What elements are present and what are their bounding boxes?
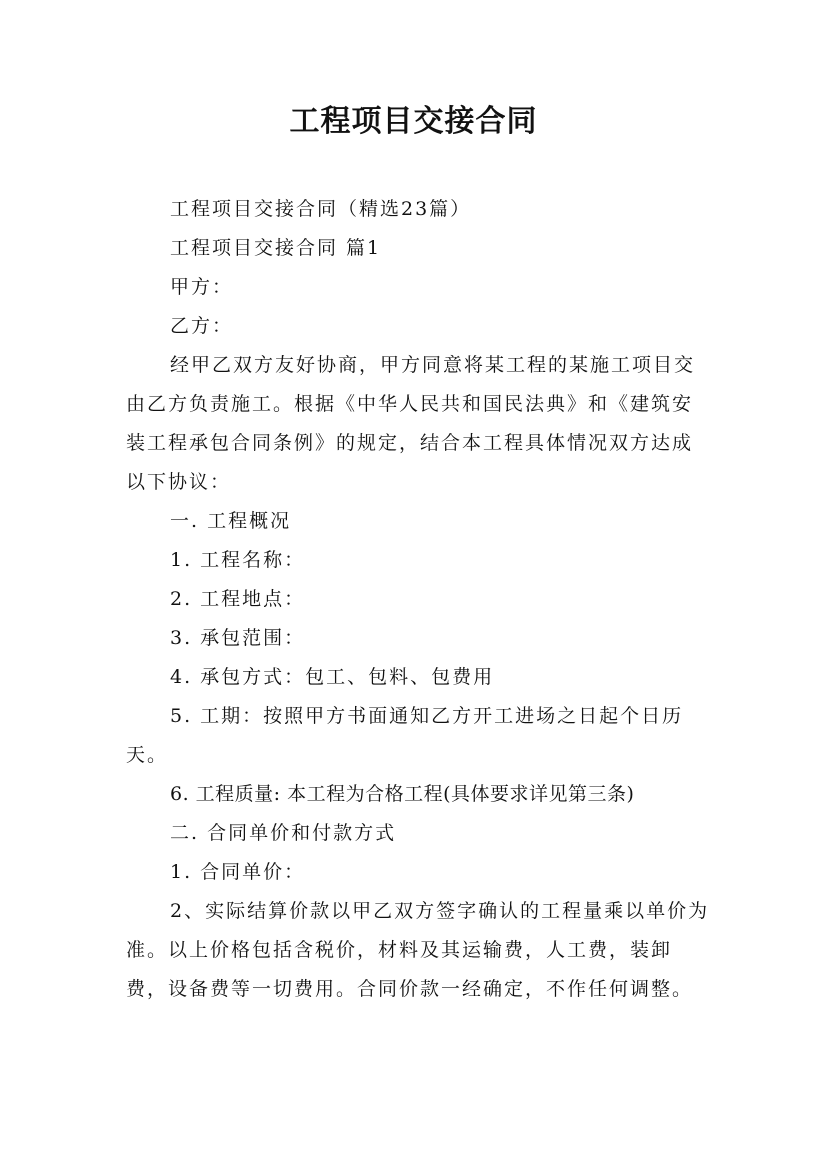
paragraph-project-location: 2. 工程地点： — [170, 588, 306, 610]
document-title: 工程项目交接合同 — [289, 104, 538, 139]
paragraph-contract-scope: 3. 承包范围： — [170, 627, 306, 649]
document-body — [126, 190, 710, 1009]
paragraph-section-1-heading: 一. 工程概况 — [170, 510, 292, 532]
paragraph-settlement: 2、实际结算价款以甲乙双方签字确认的工程量乘以单价为准。以上价格包括含税价，材料及其运输费，人工费，装卸费，设备费等一切费用。合同价款一经确定，不作任何调整。 — [126, 900, 710, 1000]
paragraph-contract-method: 4. 承包方式：包工、包料、包费用 — [170, 666, 495, 688]
paragraph-schedule: 5. 工期：按照甲方书面通知乙方开工进场之日起个日历天。 — [126, 705, 684, 766]
paragraph-collection-heading: 工程项目交接合同（精选23篇） — [170, 198, 472, 220]
paragraph-unit-price: 1. 合同单价： — [170, 861, 306, 883]
paragraph-party-b: 乙方： — [170, 315, 234, 337]
paragraph-preamble: 经甲乙双方友好协商，甲方同意将某工程的某施工项目交由乙方负责施工。根据《中华人民共和国民法典》和《建筑安装工程承包合同条例》的规定，结合本工程具体情况双方达成以下协议： — [126, 354, 696, 493]
paragraph-project-name: 1. 工程名称： — [170, 549, 306, 571]
paragraph-quality: 6. 工程质量: 本工程为合格工程(具体要求详见第三条) — [170, 783, 635, 805]
paragraph-party-a: 甲方： — [170, 276, 234, 298]
paragraph-part-heading: 工程项目交接合同 篇1 — [170, 237, 382, 259]
paragraph-section-2-heading: 二. 合同单价和付款方式 — [170, 822, 397, 844]
